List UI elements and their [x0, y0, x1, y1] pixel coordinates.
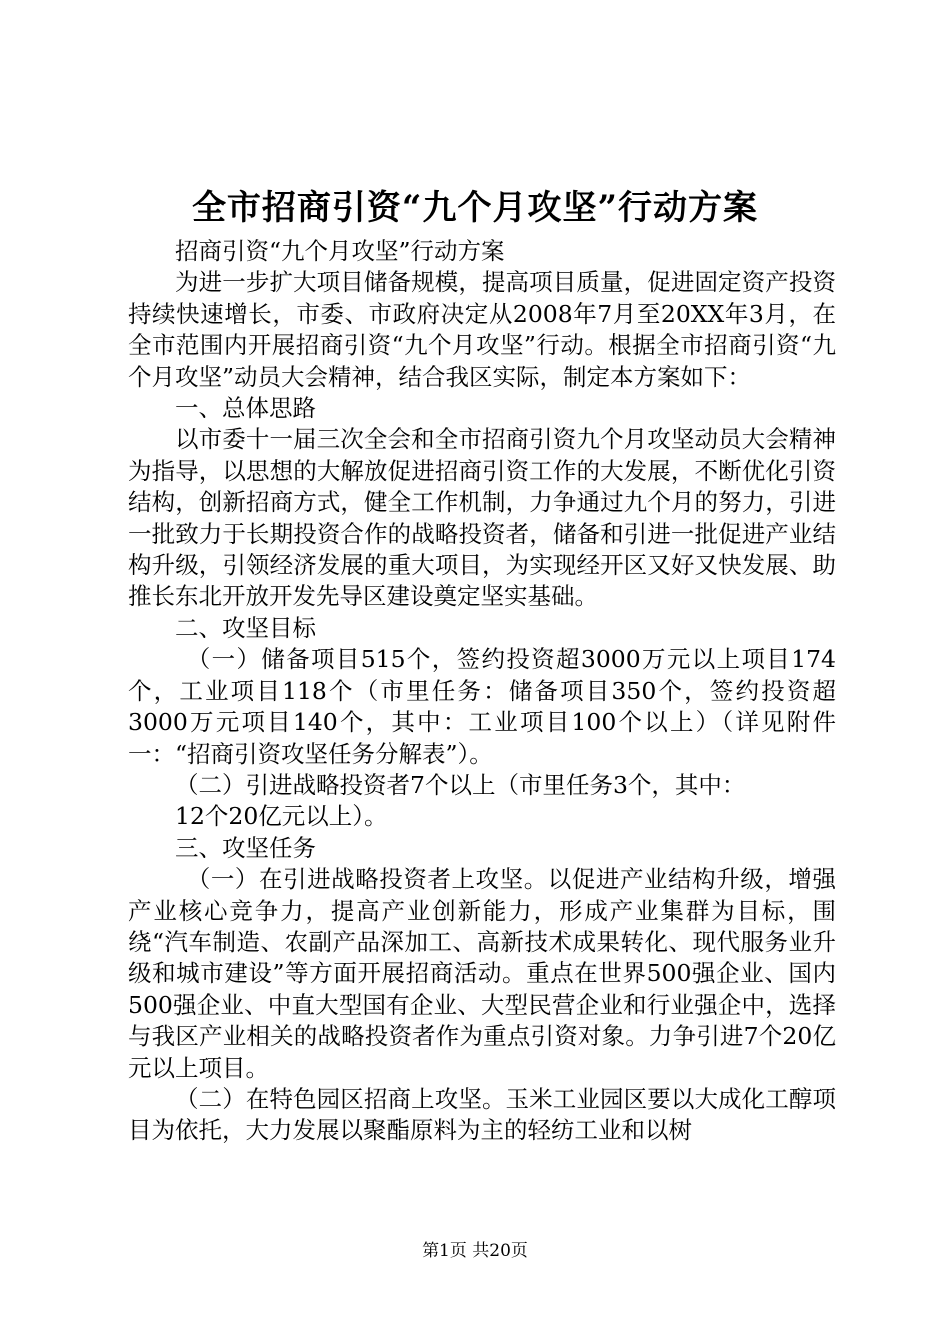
section-heading: 一、总体思路 [175, 394, 316, 423]
paragraph: 以市委十一届三次全会和全市招商引资九个月攻坚动员大会精神为指导，以思想的大解放促进招商引资工作的大发展，不断优化引资结构，创新招商方式，健全工作机制，力争通过九个月的努力，引进一批致力于长期投资合作的战略投资者，储备和引进一批促进产业结构升级，引领经济发展的重大项目，为实现经开区又好又快发展、助推长东北开放开发先导区建设奠定坚实基础。 [128, 425, 836, 611]
section-heading: 三、攻坚任务 [175, 833, 316, 862]
section-heading: 二、攻坚目标 [175, 613, 316, 642]
paragraph: （一）在引进战略投资者上攻坚。以促进产业结构升级，增强产业核心竞争力，提高产业创新能力，形成产业集群为目标，围绕“汽车制造、农副产品深加工、高新技术成果转化、现代服务业升级和城市建设”等方面开展招商活动。重点在世界500强企业、国内500强企业、中直大型国有企业、大型民营企业和行业强企中，选择与我区产业相关的战略投资者作为重点引资对象。力争引进7个20亿元以上项目。 [128, 865, 836, 1082]
paragraph: 招商引资“九个月攻坚”行动方案 [175, 237, 505, 265]
paragraph: （一）储备项目515个，签约投资超3000万元以上项目174个，工业项目118个（市里任务：储备项目350个，签约投资超3000万元项目140个，其中：工业项目100个以上）（详见附件一：“招商引资攻坚任务分解表”）。 [128, 645, 836, 768]
page-number-footer: 第1页 共20页 [422, 1241, 528, 1261]
document-title: 全市招商引资“九个月攻坚”行动方案 [191, 188, 759, 228]
document-body [128, 236, 836, 1147]
paragraph: 12个20亿元以上）。 [175, 802, 388, 831]
paragraph: （二）引进战略投资者7个以上（市里任务3个，其中： [175, 770, 746, 799]
paragraph: （二）在特色园区招商上攻坚。玉米工业园区要以大成化工醇项目为依托，大力发展以聚酯原料为主的轻纺工业和以树 [128, 1084, 836, 1145]
paragraph: 为进一步扩大项目储备规模，提高项目质量，促进固定资产投资持续快速增长，市委、市政府决定从2008年7月至20XX年3月，在全市范围内开展招商引资“九个月攻坚”行动。根据全市招商引资“九个月攻坚”动员大会精神，结合我区实际，制定本方案如下： [128, 268, 836, 391]
